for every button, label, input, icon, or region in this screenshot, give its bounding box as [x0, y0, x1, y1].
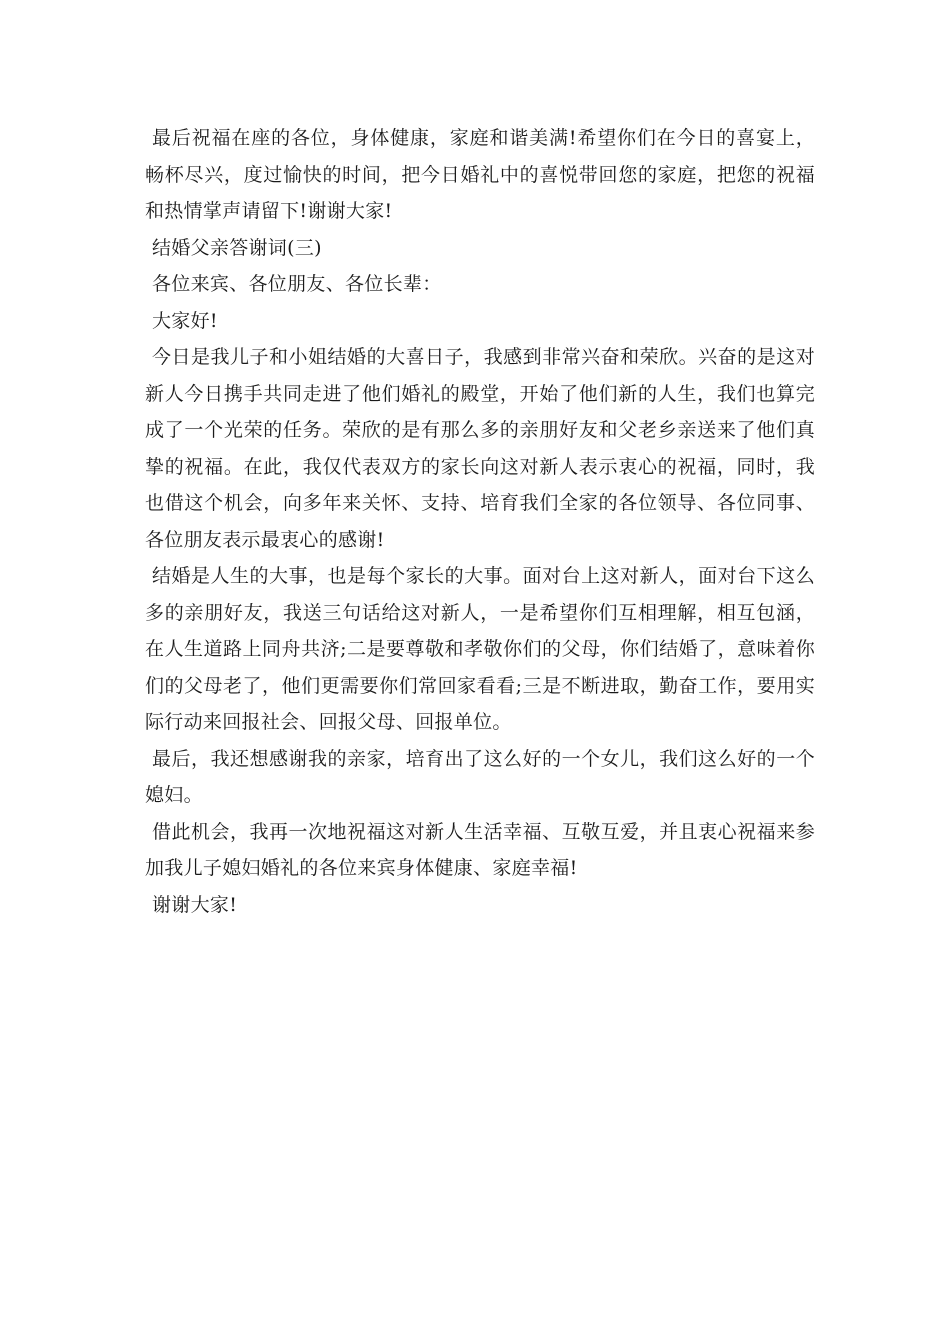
document-body: [145, 120, 815, 923]
closing-thanks: 谢谢大家!: [152, 893, 238, 916]
paragraph-marriage-advice: 结婚是人生的大事，也是每个家长的大事。面对台上这对新人，面对台下这么多的亲朋好友，我送三句话给这对新人，一是希望你们互相理解，相互包涵，在人生道路上同舟共济;二是要尊敬和孝敬你们的父母，你们结婚了，意味着你们的父母老了，他们更需要你们常回家看看;三是不断进取，勤奋工作，要用实际行动来回报社会、回报父母、回报单位。: [145, 565, 815, 733]
salutation: 各位来宾、各位朋友、各位长辈：: [152, 273, 442, 295]
section-heading: 结婚父亲答谢词(三): [152, 236, 322, 259]
paragraph-wedding-day: 今日是我儿子和小姐结婚的大喜日子，我感到非常兴奋和荣欣。兴奋的是这对新人今日携手共同走进了他们婚礼的殿堂，开始了他们新的人生，我们也算完成了一个光荣的任务。荣欣的是有那么多的亲朋好友和父老乡亲送来了他们真挚的祝福。在此，我仅代表双方的家长向这对新人表示衷心的祝福，同时，我也借这个机会，向多年来关怀、支持、培育我们全家的各位领导、各位同事、各位朋友表示最衷心的感谢!: [145, 346, 815, 551]
paragraph-closing-blessing: 最后祝福在座的各位，身体健康，家庭和谐美满!希望你们在今日的喜宴上，畅杯尽兴，度过愉快的时间，把今日婚礼中的喜悦带回您的家庭，把您的祝福和热情掌声请留下!谢谢大家!: [145, 127, 815, 222]
greeting: 大家好!: [152, 309, 218, 332]
paragraph-thanks-in-laws: 最后，我还想感谢我的亲家，培育出了这么好的一个女儿，我们这么好的一个媳妇。: [145, 747, 815, 806]
paragraph-final-blessing: 借此机会，我再一次地祝福这对新人生活幸福、互敬互爱，并且衷心祝福来参加我儿子媳妇婚礼的各位来宾身体健康、家庭幸福!: [145, 820, 815, 879]
